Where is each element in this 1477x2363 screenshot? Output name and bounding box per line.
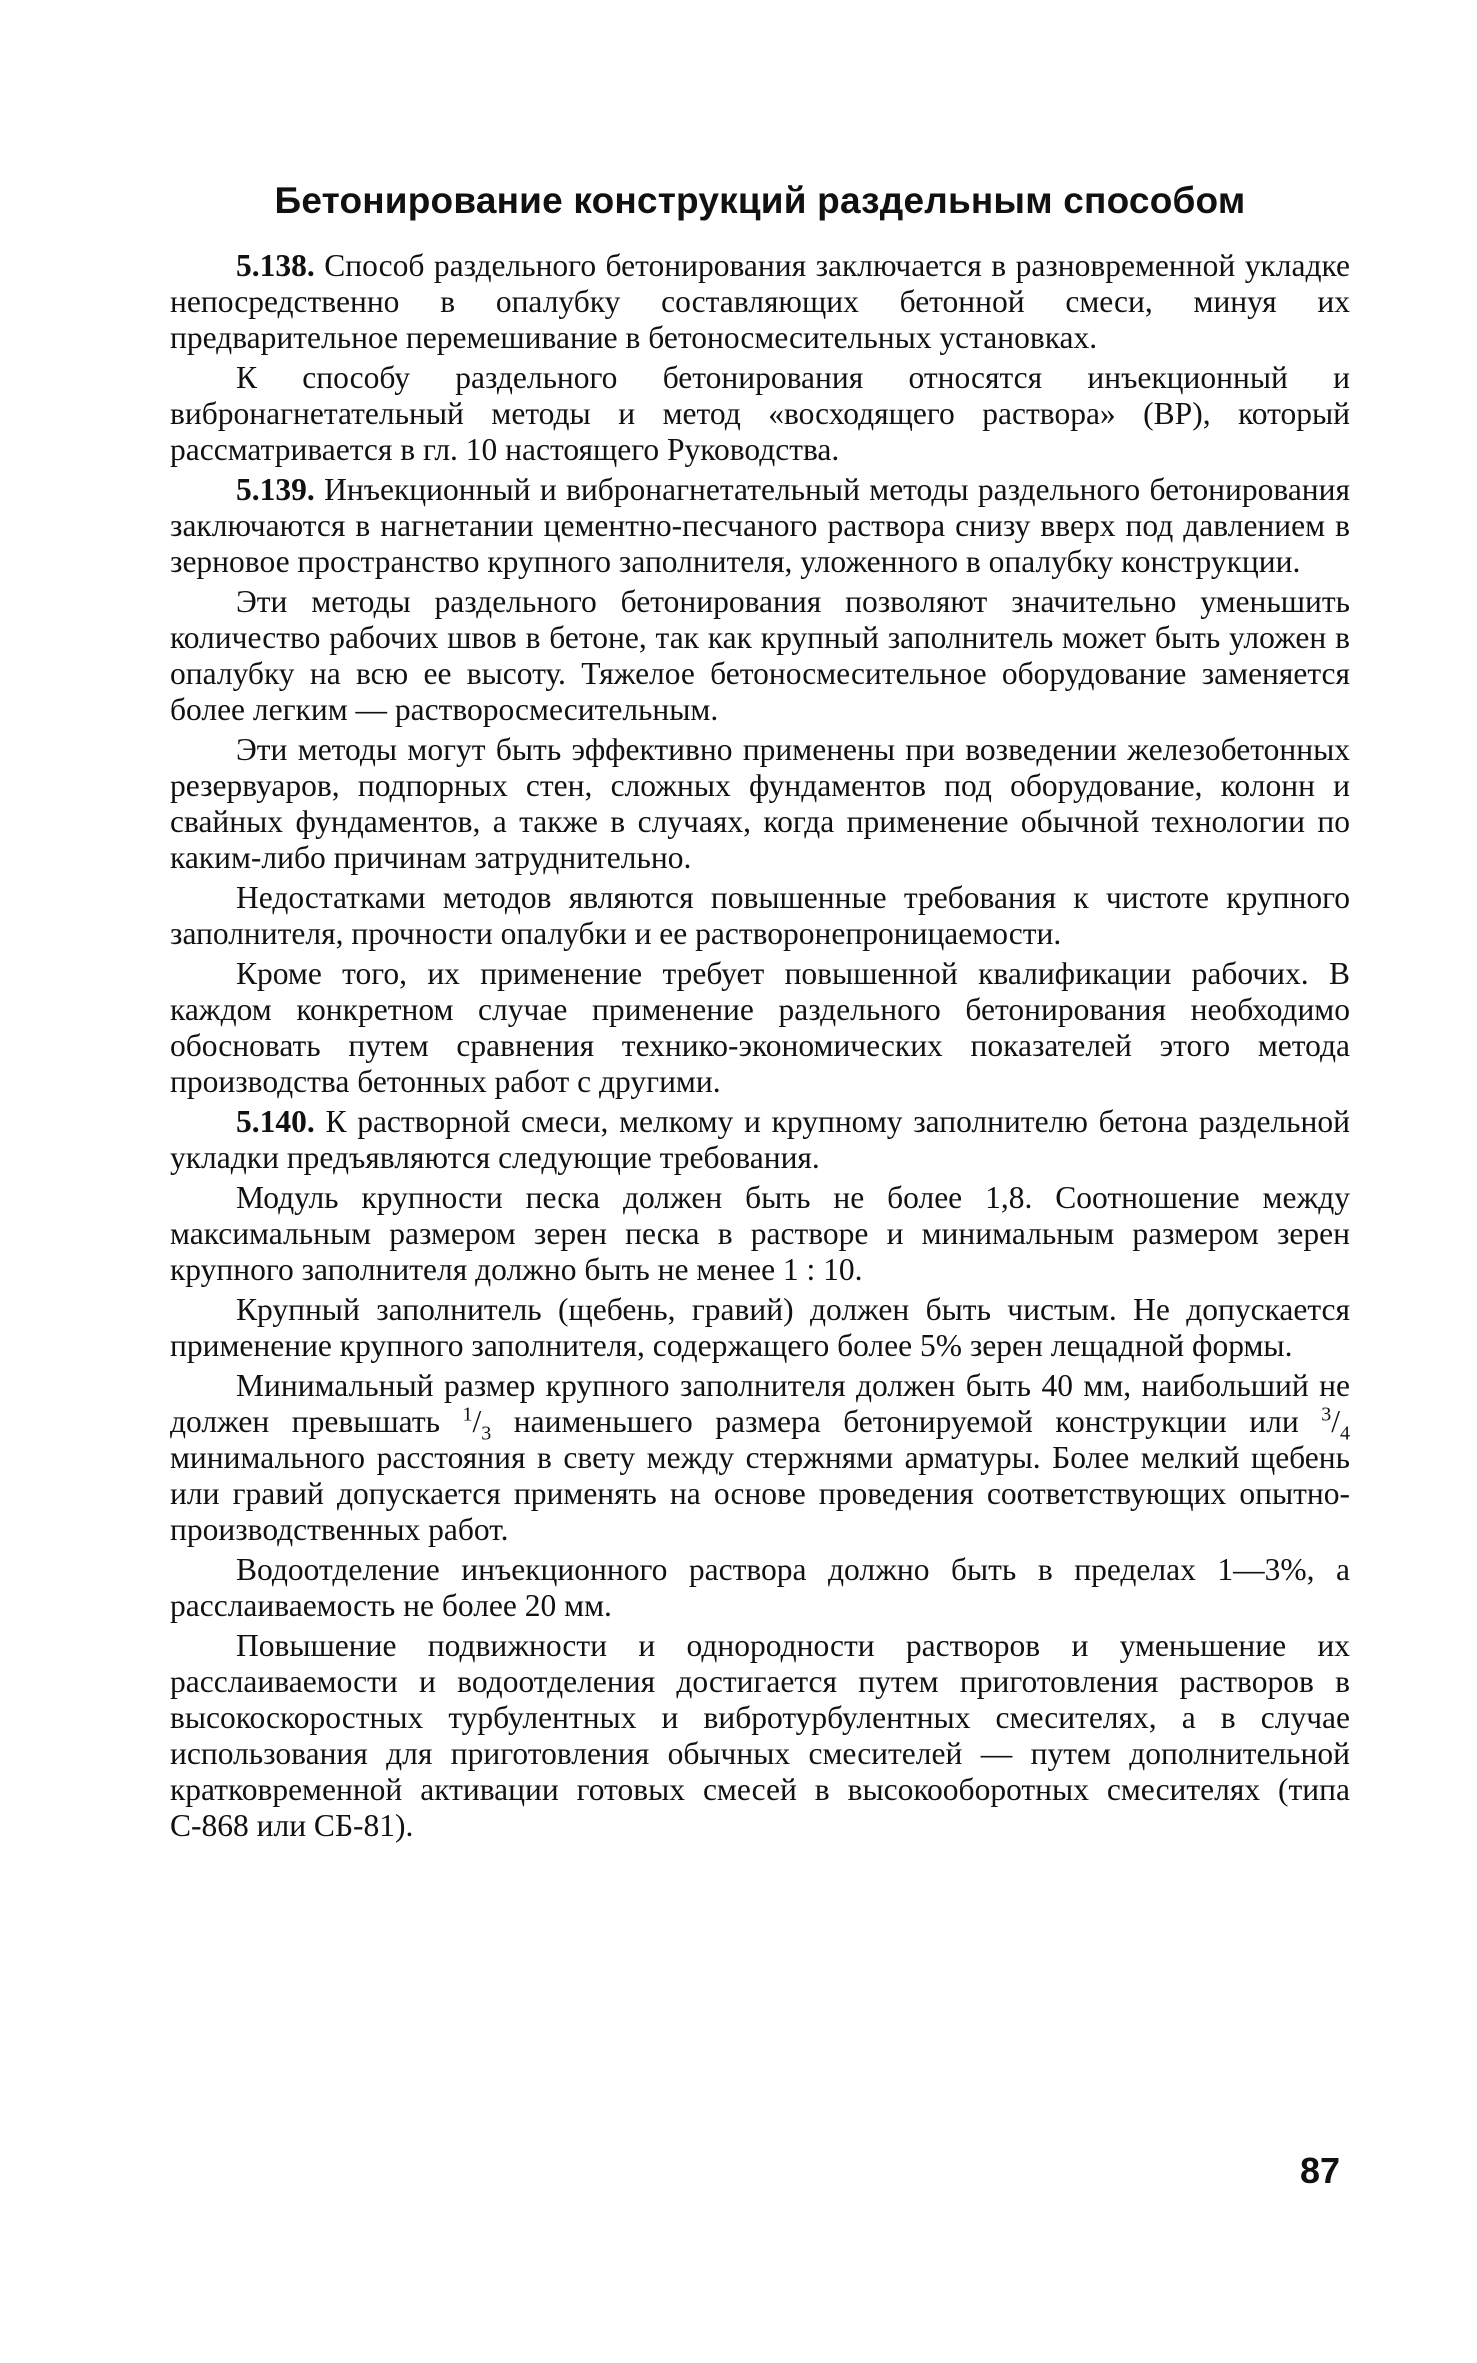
paragraph-number: 5.138. (236, 248, 315, 283)
paragraph-text-part: наименьшего размера бетонируемой конструкции или (491, 1404, 1322, 1439)
paragraph (170, 956, 1350, 1100)
paragraph (170, 1552, 1350, 1624)
paragraph-text: Крупный заполнитель (щебень, гравий) должен быть чистым. Не допускается применение крупного заполнителя, содержащего более 5% зерен лещадной формы. (170, 1292, 1350, 1363)
paragraph (170, 1292, 1350, 1364)
paragraph-5-140 (170, 1104, 1350, 1176)
paragraph (170, 880, 1350, 952)
paragraph (170, 732, 1350, 876)
paragraph-text: Кроме того, их применение требует повышенной квалификации рабочих. В каждом конкретном случае применение раздельного бетонирования необходимо обосновать путем сравнения технико-экономических показателей этого метода производства бетонных работ с другими. (170, 956, 1350, 1099)
page-number: 87 (1300, 2150, 1341, 2191)
paragraph (170, 1628, 1350, 1844)
paragraph-text: Эти методы могут быть эффективно применены при возведении железобетонных резервуаров, подпорных стен, сложных фундаментов под оборудование, колонн и свайных фундаментов, а также в случаях, когда применение обычной технологии по каким-либо причинам затруднительно. (170, 732, 1350, 875)
fraction-numerator: 1 (462, 1403, 473, 1426)
paragraph-number: 5.139. (236, 472, 315, 507)
paragraph-text: Повышение подвижности и однородности растворов и уменьшение их расслаиваемости и водоотделения достигается путем приготовления растворов в высокоскоростных турбулентных и вибротурбулентных смесителях, а в случае использования для приготовления обычных смесителей — путем дополнительной кратковременной активации готовых смесей в высокооборотных смесителях (типа С-868 или СБ-81). (170, 1628, 1350, 1843)
page-title: Бетонирование конструкций раздельным способом (274, 180, 1246, 221)
paragraph-text-part: минимального расстояния в свету между стержнями арматуры. Более мелкий щебень или гравий допускается применять на основе проведения соответствующих опытно-производственных работ. (170, 1440, 1350, 1547)
paragraph (170, 1180, 1350, 1288)
fraction-denominator: 3 (481, 1422, 492, 1445)
paragraph-text: К растворной смеси, мелкому и крупному заполнителю бетона раздельной укладки предъявляются следующие требования. (170, 1104, 1350, 1175)
fraction-numerator: 3 (1321, 1403, 1332, 1426)
paragraph-text: Инъекционный и вибронагнетательный методы раздельного бетонирования заключаются в нагнетании цементно-песчаного раствора снизу вверх под давлением в зерновое пространство крупного заполнителя, уложенного в опалубку конструкции. (170, 472, 1351, 579)
paragraph-aggregate-size: Минимальный размер крупного заполнителя должен быть 40 мм, наибольший не должен превышать $^1/_3$ наименьшего размера бетонируемой конструкции или $^3/_4$ минимального расстояния в свету между стержнями арматуры. Более мелкий щебень или гравий допускается применять на основе проведения соответствующих опытно-производственных работ. (170, 1368, 1350, 1547)
fraction-denominator: 4 (1340, 1422, 1350, 1445)
paragraph (170, 360, 1350, 468)
paragraph-text: Водоотделение инъекционного раствора должно быть в пределах 1—3%, а расслаиваемость не более 20 мм. (170, 1552, 1350, 1623)
paragraph-text: Недостатками методов являются повышенные требования к чистоте крупного заполнителя, прочности опалубки и ее растворонепроницаемости. (170, 880, 1350, 951)
page-body (170, 180, 1350, 1844)
paragraph-text: К способу раздельного бетонирования относятся инъекционный и вибронагнетательный методы и метод «восходящего раствора» (ВР), который рассматривается в гл. 10 настоящего Руководства. (170, 360, 1350, 467)
paragraph-text: Модуль крупности песка должен быть не более 1,8. Соотношение между максимальным размером зерен песка в растворе и минимальным размером зерен крупного заполнителя должно быть не менее 1 : 10. (170, 1180, 1350, 1287)
paragraph (170, 584, 1350, 728)
paragraph-number: 5.140. (236, 1104, 315, 1139)
paragraph-text: Эти методы раздельного бетонирования позволяют значительно уменьшить количество рабочих швов в бетоне, так как крупный заполнитель может быть уложен в опалубку на всю ее высоту. Тяжелое бетоносмесительное оборудование заменяется более легким — растворосмесительным. (170, 584, 1350, 727)
paragraph-text: Способ раздельного бетонирования заключается в разновременной укладке непосредственно в опалубку составляющих бетонной смеси, минуя их предварительное перемешивание в бетоносмесительных установках. (170, 248, 1351, 355)
paragraph-5-138 (170, 248, 1350, 356)
paragraph-5-139 (170, 472, 1350, 580)
paragraph-text-part: Минимальный размер крупного заполнителя должен быть 40 мм, наибольший не должен превышать (170, 1368, 1350, 1439)
